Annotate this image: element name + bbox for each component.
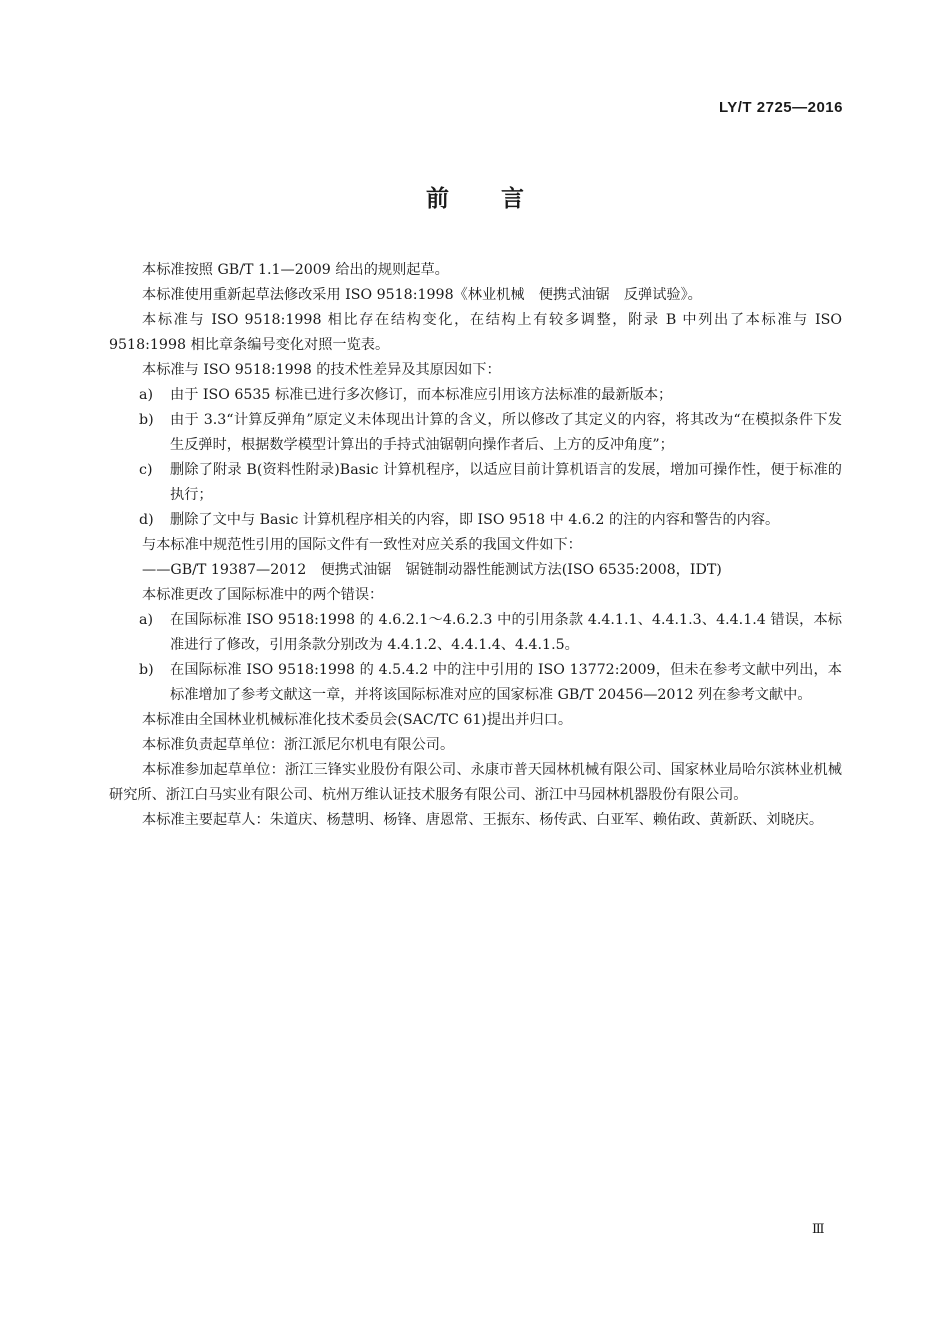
list-item xyxy=(109,508,842,533)
list-marker: b) xyxy=(139,662,154,678)
list-item xyxy=(109,408,842,458)
paragraph-technical-differences: 本标准与 ISO 9518:1998 的技术性差异及其原因如下： xyxy=(142,362,501,378)
list-marker: d) xyxy=(139,512,154,528)
paragraph-lead-drafter: 本标准负责起草单位：浙江派尼尔机电有限公司。 xyxy=(142,737,455,753)
list-text: 在国际标准 ISO 9518:1998 的 4.5.4.2 中的注中引用的 ISO 13772:2009，但未在参考文献中列出，本标准增加了参考文献这一章，并将该国际标准对应的国家标准 GB/T 20456—2012 列在参考文献中。 xyxy=(170,662,842,703)
paragraph-national-correspondence: 与本标准中规范性引用的国际文件有一致性对应关系的我国文件如下： xyxy=(142,537,582,553)
list-item xyxy=(109,608,842,658)
list-text: 由于 ISO 6535 标准已进行多次修订，而本标准应引用该方法标准的最新版本； xyxy=(170,387,673,403)
list-item xyxy=(109,458,842,508)
paragraph-main-drafters: 本标准主要起草人：朱道庆、杨慧明、杨锋、唐恩常、王振东、杨传武、白亚军、赖佑政、黄新跃、刘晓庆。 xyxy=(142,812,824,828)
list-text: 由于 3.3“计算反弹角”原定义未体现出计算的含义，所以修改了其定义的内容，将其改为“在模拟条件下发生反弹时，根据数学模型计算出的手持式油锯朝向操作者后、上方的反冲角度”； xyxy=(170,412,842,453)
paragraph-adoption: 本标准使用重新起草法修改采用 ISO 9518:1998《林业机械 便携式油锯 反弹试验》。 xyxy=(142,287,702,303)
paragraph-drafting-rules: 本标准按照 GB/T 1.1—2009 给出的规则起草。 xyxy=(142,262,449,278)
page-title: 前言 xyxy=(426,186,576,212)
paragraph-participating-drafters: 本标准参加起草单位：浙江三锋实业股份有限公司、永康市普天园林机械有限公司、国家林业局哈尔滨林业机械研究所、浙江白马实业有限公司、杭州万维认证技术服务有限公司、浙江中马园林机器股份有限公司。 xyxy=(109,762,842,803)
foreword-body xyxy=(109,258,842,833)
list-marker: a) xyxy=(139,612,153,628)
page-number: Ⅲ xyxy=(812,1222,825,1237)
paragraph-referenced-standard: ——GB/T 19387—2012 便携式油锯 锯链制动器性能测试方法(ISO 6535:2008，IDT) xyxy=(142,562,722,578)
list-marker: b) xyxy=(139,412,154,428)
paragraph-errors-corrected: 本标准更改了国际标准中的两个错误： xyxy=(142,587,384,603)
paragraph-proposer: 本标准由全国林业机械标准化技术委员会(SAC/TC 61)提出并归口。 xyxy=(142,712,573,728)
list-marker: c) xyxy=(139,462,153,478)
list-marker: a) xyxy=(139,387,153,403)
list-item xyxy=(109,383,842,408)
list-text: 删除了附录 B(资料性附录)Basic 计算机程序，以适应目前计算机语言的发展，增加可操作性，便于标准的执行； xyxy=(170,462,842,503)
list-text: 在国际标准 ISO 9518:1998 的 4.6.2.1～4.6.2.3 中的引用条款 4.4.1.1、4.4.1.3、4.4.1.4 错误，本标准进行了修改，引用条款分别改为 4.4.1.2、4.4.1.4、4.4.1.5。 xyxy=(170,612,842,653)
paragraph-structure-change: 本标准与 ISO 9518:1998 相比存在结构变化，在结构上有较多调整，附录 B 中列出了本标准与 ISO 9518:1998 相比章条编号变化对照一览表。 xyxy=(109,312,842,353)
list-text: 删除了文中与 Basic 计算机程序相关的内容，即 ISO 9518 中 4.6.2 的注的内容和警告的内容。 xyxy=(170,512,780,528)
list-item xyxy=(109,658,842,708)
standard-code: LY/T 2725—2016 xyxy=(718,99,843,116)
